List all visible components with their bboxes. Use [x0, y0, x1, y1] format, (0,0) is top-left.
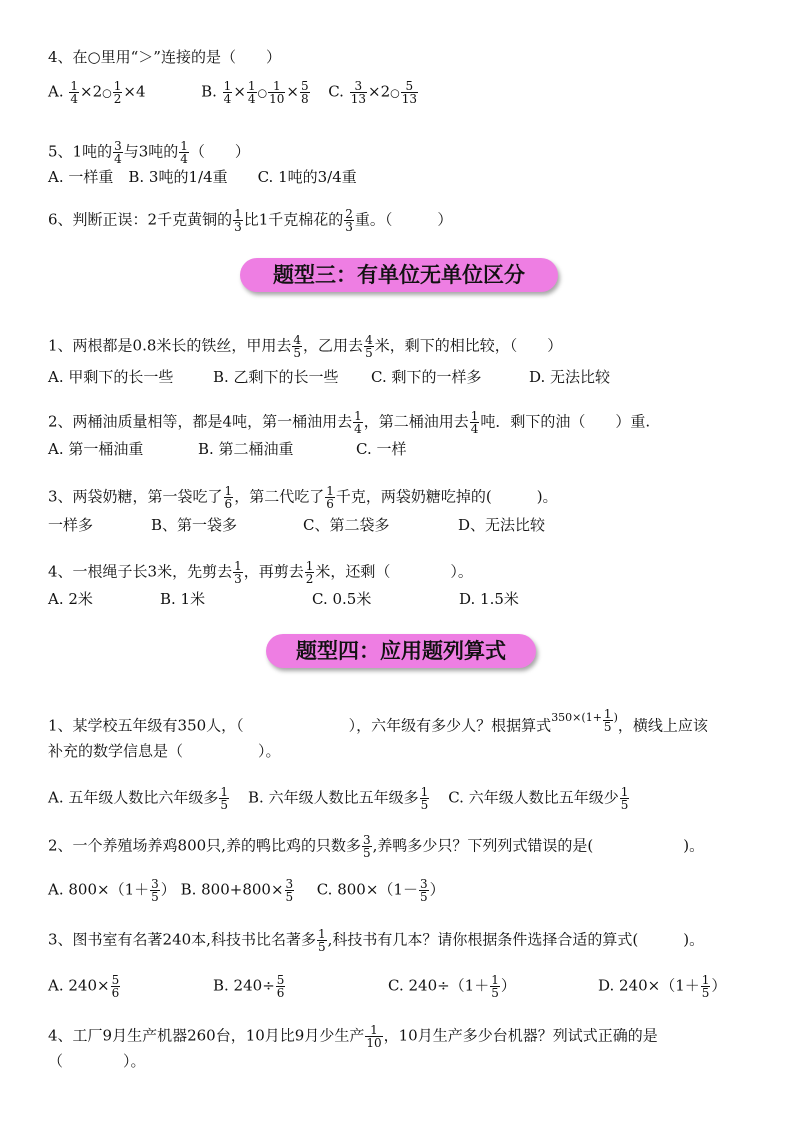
fraction: $\frac{5}{6}$: [276, 973, 285, 1000]
option: A. 2米: [48, 590, 93, 608]
option: A. 甲剩下的长一些: [48, 368, 174, 386]
option: B. 240÷: [213, 976, 275, 995]
fraction: $\frac{3}{4}$: [114, 139, 122, 166]
fraction: $\frac{1}{2}$: [113, 79, 122, 106]
s4-question-1: 1、某学校五年级有350人，（ ），六年级有多少人？根据算式$^{350\times(1+}$ $\frac{1}{5}$ )，横线上应该: [48, 707, 708, 735]
fraction: $\frac{3}{5}$: [285, 877, 294, 904]
s3-question-4-options: [48, 590, 519, 608]
fraction: $\frac{3}{5}$: [419, 877, 428, 904]
option: A. 240×: [48, 976, 110, 995]
question-4a-options: A. $\frac{1}{4}$ ×2○ $\frac{1}{2}$ ×4 B. $\frac{1}{4}$ × $\frac{1}{4}$ ○ $\frac{1}{10}$ × $\frac{5}{8}$ C. $\frac{3}{13}$ ×2○ $\frac{5}{13}$: [48, 79, 417, 106]
circle-icon: ○: [390, 86, 400, 100]
s3-question-3: 3、两袋奶糖，第一袋吃了 $\frac{1}{6}$ ，第二代吃了 $\frac{1}{6}$ 千克，两袋奶糖吃掉的( )。: [48, 484, 558, 511]
fraction: $\frac{1}{5}$: [317, 927, 326, 954]
fraction: $\frac{1}{3}$: [234, 559, 242, 586]
s3-question-1-options: [48, 368, 610, 386]
fraction: $\frac{1}{6}$: [326, 484, 334, 511]
s3-question-2: 2、两桶油质量相等，都是4吨，第一桶油用去 $\frac{1}{4}$ ，第二桶油用去 $\frac{1}{4}$ 吨．剩下的油（ ）重.: [48, 409, 651, 436]
question-5-options: A. 一样重 B. 3吨的1/4重 C. 1吨的3/4重: [48, 168, 357, 186]
option: B. 六年级人数比五年级多: [248, 788, 419, 807]
fraction: $\frac{3}{13}$: [350, 79, 366, 106]
fraction: $\frac{1}{4}$: [354, 409, 362, 436]
fraction: $\frac{3}{5}$: [151, 877, 159, 904]
circle-icon: ○: [257, 86, 268, 100]
option: A. 第一桶油重: [48, 440, 144, 458]
fraction: $\frac{1}{6}$: [224, 484, 233, 511]
s3-question-2-options: [48, 440, 406, 458]
fraction: $\frac{1}{5}$: [491, 973, 499, 1000]
option: C. 六年级人数比五年级少: [448, 788, 619, 807]
option: B. 800+800×: [180, 880, 284, 899]
question-6: 6、判断正误：2千克黄铜的 $\frac{1}{3}$ 比1千克棉花的 $\frac{2}{3}$ 重。（ ）: [48, 207, 453, 234]
option-c-label: C.: [328, 82, 344, 101]
option: B. 1米: [160, 590, 206, 608]
option: C. 240÷（1＋: [388, 976, 490, 995]
fraction: $\frac{1}{3}$: [234, 207, 242, 234]
circle-icon: ○: [102, 86, 112, 100]
fraction: $\frac{1}{5}$: [420, 785, 429, 812]
option: B、第一袋多: [151, 516, 238, 534]
fraction: $\frac{5}{6}$: [111, 973, 120, 1000]
fraction: $\frac{1}{2}$: [305, 559, 314, 586]
fraction: $\frac{3}{5}$: [362, 833, 371, 860]
option: B. 乙剩下的长一些: [213, 368, 339, 386]
fraction: $\frac{1}{5}$: [701, 973, 710, 1000]
option: D. 1.5米: [459, 590, 519, 608]
section-banner-4: 题型四：应用题列算式: [266, 634, 536, 668]
fraction: $\frac{1}{4}$: [470, 409, 479, 436]
s4-question-2-options: A. 800×（1＋ $\frac{3}{5}$ ） B. 800+800× $\frac{3}{5}$ C. 800×（1－ $\frac{3}{5}$ ）: [48, 877, 445, 904]
fraction: $\frac{2}{3}$: [345, 207, 353, 234]
option: D. 240×（1＋: [598, 976, 700, 995]
s4-question-1-line2: 补充的数学信息是（ ）。: [48, 742, 281, 760]
option: D、无法比较: [458, 516, 546, 534]
option: C. 0.5米: [312, 590, 372, 608]
s4-question-4-line2: （ ）。: [48, 1052, 146, 1070]
question-4a: [48, 48, 281, 66]
section-banner-3: 题型三：有单位无单位区分: [240, 258, 558, 292]
fraction: $\frac{1}{5}$: [220, 785, 229, 812]
option: A. 800×（1＋: [48, 880, 150, 899]
option-b-label: B.: [201, 82, 217, 101]
option: 一样多: [48, 516, 94, 534]
question-text: 4、在○里用“＞”连接的是（ ）: [48, 48, 281, 66]
s4-question-3: 3、图书室有名著240本,科技书比名著多 $\frac{1}{5}$ ,科技书有几本？请你根据条件选择合适的算式( )。: [48, 927, 705, 954]
s3-question-3-options: [48, 516, 545, 534]
fraction: $\frac{1}{10}$: [366, 1023, 382, 1050]
fraction: $\frac{5}{13}$: [401, 79, 417, 106]
s3-question-4: 4、一根绳子长3米，先剪去 $\frac{1}{3}$ ，再剪去 $\frac{1}{2}$ 米，还剩（ ）。: [48, 559, 473, 586]
option: D. 无法比较: [529, 368, 611, 386]
option-a-label: A.: [48, 82, 64, 101]
fraction: $\frac{1}{10}$: [269, 79, 285, 106]
option: C. 800×（1－: [316, 880, 418, 899]
question-5: 5、1吨的 $\frac{3}{4}$ 与3吨的 $\frac{1}{4}$ （ ）: [48, 139, 250, 166]
fraction: $\frac{1}{4}$: [247, 79, 256, 106]
fraction: $\frac{1}{5}$: [603, 707, 612, 734]
s4-question-3-options: A. 240× $\frac{5}{6}$ B. 240÷ $\frac{5}{6}$ C. 240÷（1＋ $\frac{1}{5}$ ） D. 240×（1＋ $\frac{1}{5}$ ）: [48, 973, 727, 1000]
option: C. 一样: [356, 440, 407, 458]
fraction: $\frac{1}{4}$: [180, 139, 188, 166]
fraction: $\frac{4}{5}$: [293, 333, 302, 360]
option: B. 第二桶油重: [198, 440, 294, 458]
s3-question-1: 1、两根都是0.8米长的铁丝，甲用去 $\frac{4}{5}$ ，乙用去 $\frac{4}{5}$ 米，剩下的相比较，（ ）: [48, 333, 563, 360]
fraction: $\frac{5}{8}$: [301, 79, 309, 106]
fraction: $\frac{1}{4}$: [70, 79, 79, 106]
s4-question-1-options: [48, 786, 630, 811]
fraction: $\frac{1}{4}$: [223, 79, 232, 106]
option: A. 五年级人数比六年级多: [48, 788, 219, 807]
fraction: $\frac{4}{5}$: [365, 333, 373, 360]
fraction: $\frac{1}{5}$: [620, 785, 629, 812]
option: C. 剩下的一样多: [371, 368, 482, 386]
s4-question-2: 2、一个养殖场养鸡800只,养的鸭比鸡的只数多 $\frac{3}{5}$ ,养鸭多少只？下列列式错误的是( )。: [48, 833, 705, 860]
s4-question-4: 4、工厂9月生产机器260台，10月比9月少生产 $\frac{1}{10}$ ，10月生产多少台机器？列试式正确的是: [48, 1023, 658, 1050]
option: C、第二袋多: [303, 516, 390, 534]
